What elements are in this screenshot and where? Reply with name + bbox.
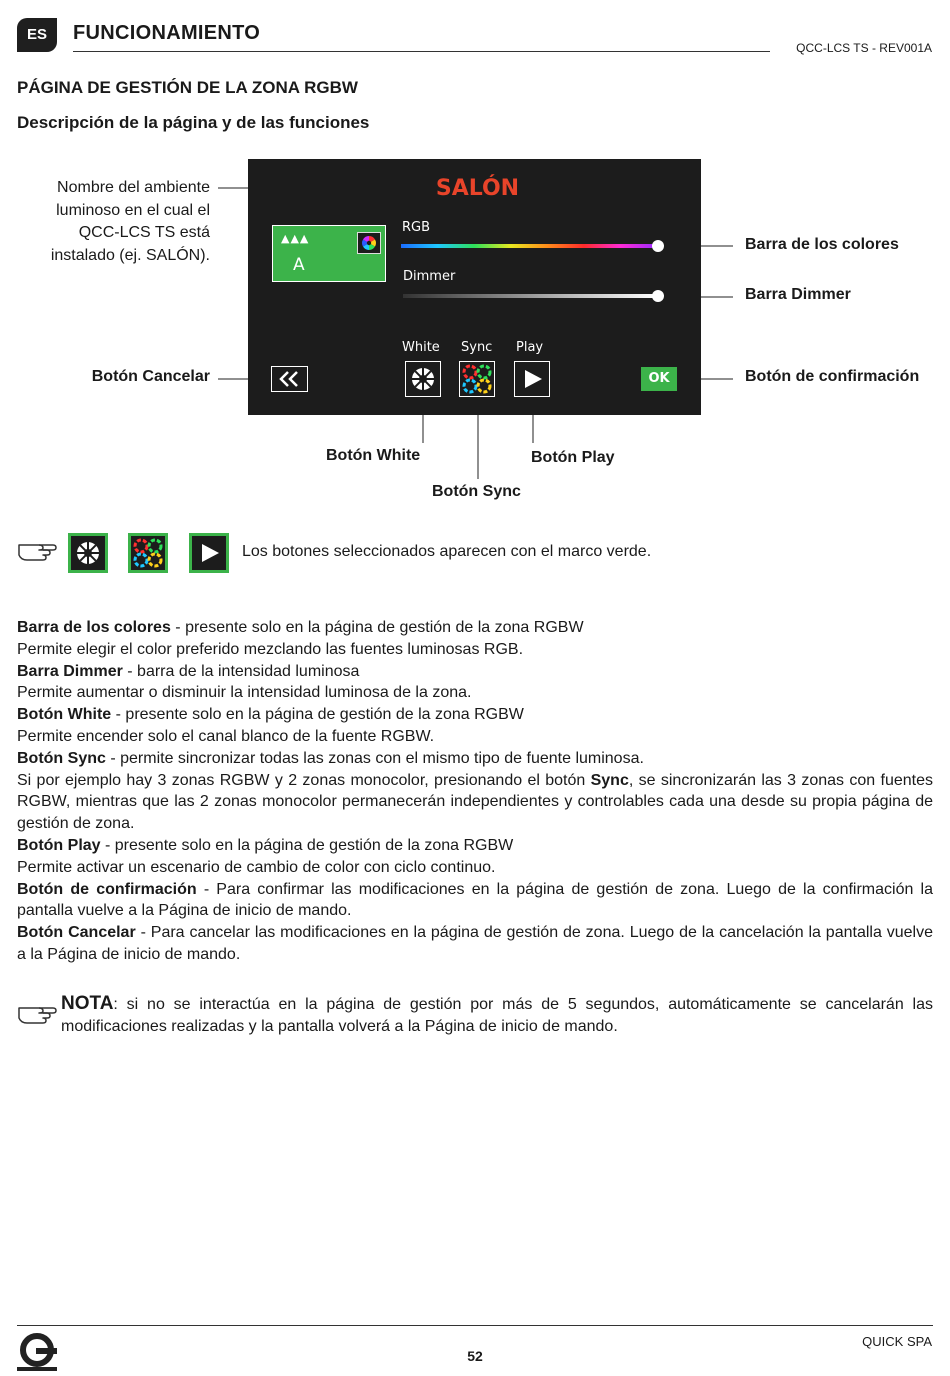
pointing-hand-icon	[17, 535, 57, 570]
play-button[interactable]	[514, 361, 550, 397]
white-light-icon	[71, 536, 105, 570]
confirm-description: Botón de confirmación - Para confirmar las modificaciones en la página de gestión de zona. Luego de la confirmación la pantalla vuelve a la Página de inicio de mando.	[17, 880, 933, 920]
color-bar-detail: Permite elegir el color preferido mezclando las fuentes luminosas RGB.	[17, 640, 524, 658]
header-divider	[73, 51, 770, 52]
section-title: FUNCIONAMIENTO	[73, 22, 261, 44]
white-button-label: White	[402, 340, 440, 355]
page-heading: PÁGINA DE GESTIÓN DE LA ZONA RGBW	[17, 78, 358, 97]
footer-brand: QUICK SPA	[862, 1334, 932, 1349]
play-detail: Permite activar un escenario de cambio de color con ciclo continuo.	[17, 858, 496, 876]
device-screen	[248, 159, 701, 415]
double-chevron-left-icon	[272, 367, 307, 391]
zone-triangles: ▲▲▲	[281, 232, 310, 245]
sync-rgb-icon	[131, 536, 165, 570]
play-button-callout: Botón Play	[531, 449, 615, 466]
page-subheading: Descripción de la página y de las funciones	[17, 113, 370, 132]
dimmer-bar-callout: Barra Dimmer	[745, 286, 851, 303]
dimmer-slider[interactable]	[403, 294, 657, 298]
sync-description: Botón Sync - permite sincronizar todas las zonas con el mismo tipo de fuente luminosa.	[17, 749, 644, 767]
function-descriptions	[17, 617, 933, 966]
rgb-slider-handle[interactable]	[652, 240, 664, 252]
cancel-button[interactable]	[271, 366, 308, 392]
dimmer-description: Barra Dimmer - barra de la intensidad luminosa	[17, 662, 360, 680]
dimmer-slider-handle[interactable]	[652, 290, 664, 302]
dimmer-detail: Permite aumentar o disminuir la intensidad luminosa de la zona.	[17, 684, 472, 702]
selected-buttons-note: Los botones seleccionados aparecen con el marco verde.	[242, 543, 652, 560]
ok-button[interactable]: OK	[641, 367, 677, 391]
cancel-button-callout: Botón Cancelar	[91, 368, 210, 385]
pointing-hand-icon	[17, 998, 57, 1033]
white-description: Botón White - presente solo en la página de gestión de la zona RGBW	[17, 706, 524, 724]
selected-play-button	[189, 533, 229, 573]
white-button-callout: Botón White	[326, 447, 421, 464]
note-label: NOTA	[61, 993, 114, 1014]
rgb-wheel-icon	[357, 232, 381, 254]
play-description: Botón Play - presente solo en la página de gestión de la zona RGBW	[17, 836, 514, 854]
note-text: : si no se interactúa en la página de gestión por más de 5 segundos, automáticamente se cancelarán las modificaciones realizadas y la pantalla volverá a la Página de inicio de mando.	[61, 996, 933, 1035]
rgb-label: RGB	[402, 220, 431, 235]
cancel-description: Botón Cancelar - Para cancelar las modificaciones en la página de gestión de zona. Luego de la cancelación la pantalla vuelve a la Página de inicio de mando.	[17, 924, 933, 963]
note-paragraph	[61, 993, 933, 1038]
play-button-label: Play	[516, 340, 544, 355]
zone-card[interactable]	[272, 225, 386, 282]
sync-button-label: Sync	[461, 340, 493, 355]
language-badge: ES	[17, 18, 57, 52]
white-button[interactable]	[405, 361, 441, 397]
play-icon	[515, 362, 549, 396]
color-bar-callout: Barra de los colores	[745, 236, 899, 253]
white-detail: Permite encender solo el canal blanco de la fuente RGBW.	[17, 727, 435, 745]
white-light-icon	[406, 362, 440, 396]
sync-button-callout: Botón Sync	[432, 483, 521, 500]
zone-label: A	[293, 255, 305, 275]
rgb-color-slider[interactable]	[401, 244, 657, 248]
footer-divider	[17, 1325, 933, 1326]
selected-sync-button	[128, 533, 168, 573]
selected-white-button	[68, 533, 108, 573]
dimmer-label: Dimmer	[403, 269, 456, 284]
ambient-name-callout: Nombre del ambiente luminoso en el cual el QCC-LCS TS está instalado (ej. SALÓN).	[50, 179, 210, 264]
document-code: QCC-LCS TS - REV001A	[796, 41, 932, 55]
sync-rgb-icon	[460, 362, 494, 396]
sync-button[interactable]	[459, 361, 495, 397]
ambient-title: SALÓN	[435, 176, 520, 201]
page-number: 52	[467, 1348, 483, 1364]
color-bar-description: Barra de los colores - presente solo en la página de gestión de la zona RGBW	[17, 619, 584, 636]
confirm-button-callout: Botón de confirmación	[745, 368, 920, 385]
sync-detail: Si por ejemplo hay 3 zonas RGBW y 2 zonas monocolor, presionando el botón Sync, se sincronizarán las 3 zonas con fuentes RGBW, mientras que las 2 zonas monocolor permanecerán independientes y controlables cada una desde su propia página de gestión de zona.	[17, 771, 934, 833]
play-icon	[192, 536, 226, 570]
